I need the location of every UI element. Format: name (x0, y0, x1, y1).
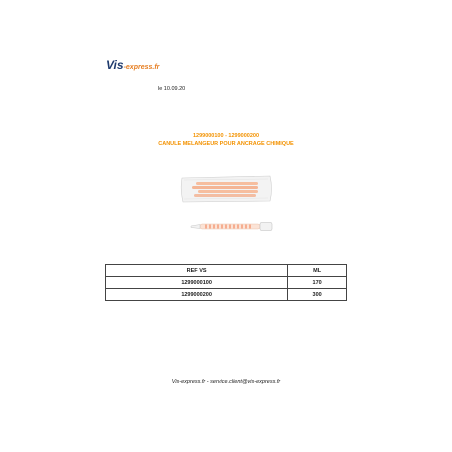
table-header-row (106, 265, 347, 277)
document-date: le 10.09.20 (158, 86, 186, 92)
logo-express-text: -express.fr (123, 64, 160, 71)
nozzle-bag-image (181, 176, 271, 202)
ref-cell: 1299000100 (106, 277, 288, 289)
table-row (106, 277, 347, 289)
table-row (106, 289, 347, 301)
ref-cell: 1299000200 (106, 289, 288, 301)
footer-contact: Vis-express.fr - service.client@vis-express.fr (171, 379, 281, 385)
header-ref-vs: REF VS (106, 265, 288, 277)
header-ml: ML (288, 265, 347, 277)
ml-cell: 300 (288, 289, 347, 301)
mixing-nozzle-image (178, 170, 278, 240)
product-title: CANULE MELANGEUR POUR ANCRAGE CHIMIQUE (158, 140, 294, 147)
reference-table (105, 264, 347, 301)
ml-cell: 170 (288, 277, 347, 289)
product-reference-line: 1299000100 - 1299000200 (192, 133, 260, 139)
product-title-block (0, 133, 452, 148)
vis-express-logo (106, 56, 159, 74)
single-nozzle-image (191, 223, 272, 231)
logo-vis-text: Vis (106, 58, 124, 72)
